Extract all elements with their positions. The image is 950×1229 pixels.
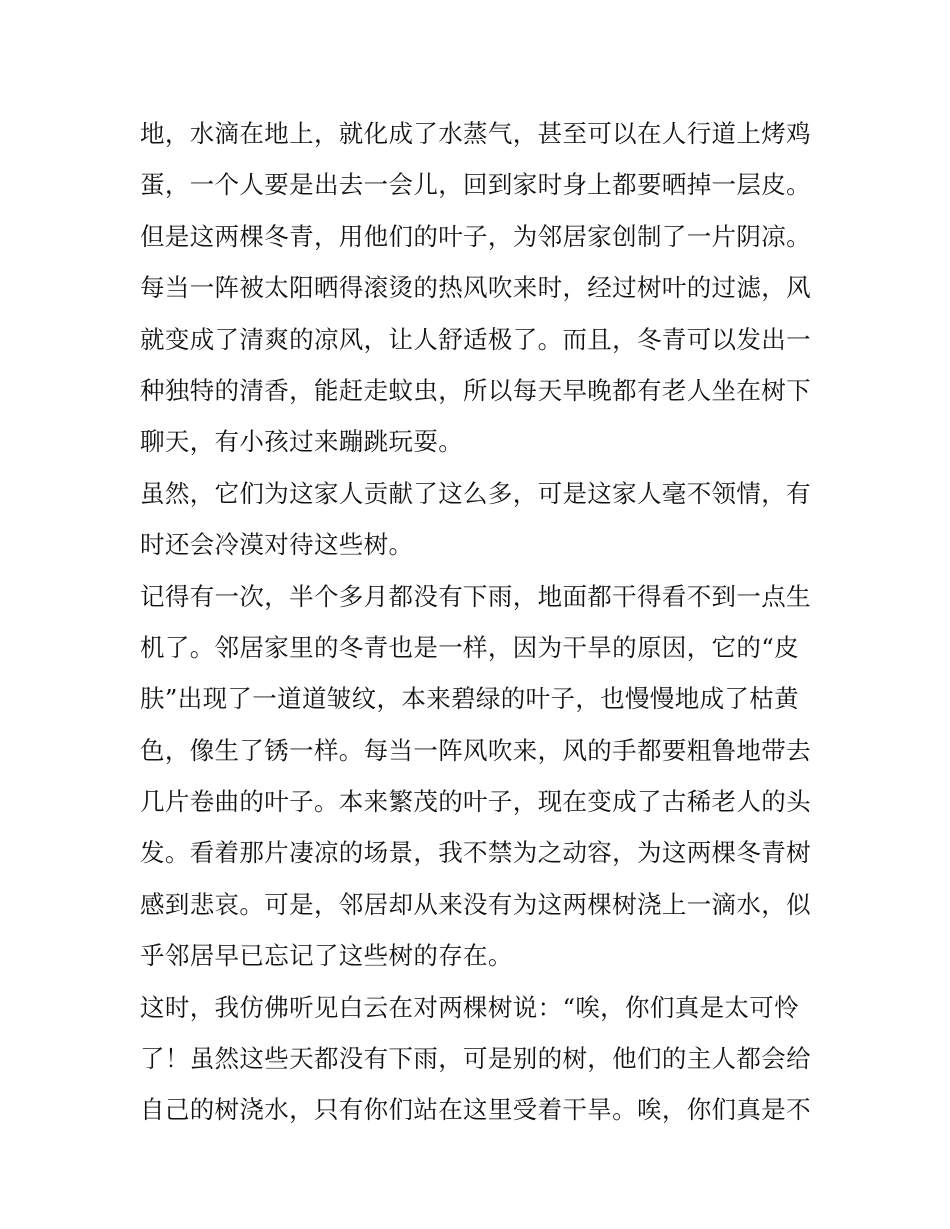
text-line: 记得有一次，半个多月都没有下雨，地面都干得看不到一点生 [140, 581, 811, 611]
text-line: 地，水滴在地上，就化成了水蒸气，甚至可以在人行道上烤鸡 [140, 119, 811, 148]
text-line: 聊天，有小孩过来蹦跳玩耍。 [140, 427, 464, 457]
text-line: 发。看着那片凄凉的场景，我不禁为之动容，为这两棵冬青树 [140, 838, 811, 868]
text-line: 色，像生了锈一样。每当一阵风吹来，风的手都要粗鲁地带去 [140, 735, 811, 765]
text-line: 时还会冷漠对待这些树。 [140, 530, 414, 560]
document-body [140, 108, 815, 1136]
text-line: 机了。邻居家里的冬青也是一样，因为干旱的原因，它的“皮 [140, 632, 799, 662]
text-line: 感到悲哀。可是，邻居却从来没有为这两棵树浇上一滴水，似 [140, 889, 811, 919]
text-line: 就变成了清爽的凉风，让人舒适极了。而且，冬青可以发出一 [140, 324, 811, 354]
text-line: 但是这两棵冬青，用他们的叶子，为邻居家创制了一片阴凉。 [140, 221, 811, 251]
paragraph-2 [140, 468, 815, 571]
text-line: 虽然，它们为这家人贡献了这么多，可是这家人毫不领情，有 [140, 478, 811, 508]
text-line: 了！虽然这些天都没有下雨，可是别的树，他们的主人都会给 [140, 1044, 811, 1074]
text-line: 这时，我仿佛听见白云在对两棵树说：“唉，你们真是太可怜 [140, 992, 799, 1022]
text-line: 种独特的清香，能赶走蚊虫，所以每天早晚都有老人坐在树下 [140, 375, 811, 405]
text-line: 几片卷曲的叶子。本来繁茂的叶子，现在变成了古稀老人的头 [140, 787, 811, 817]
paragraph-3 [140, 571, 815, 982]
text-line: 自己的树浇水，只有你们站在这里受着干旱。唉，你们真是不 [140, 1095, 811, 1125]
text-line: 乎邻居早已忘记了这些树的存在。 [140, 941, 513, 971]
text-line: 每当一阵被太阳晒得滚烫的热风吹来时，经过树叶的过滤，风 [140, 273, 811, 303]
text-line: 蛋，一个人要是出去一会儿，回到家时身上都要晒掉一层皮。 [140, 170, 811, 200]
paragraph-4 [140, 982, 815, 1136]
paragraph-1 [140, 108, 815, 468]
text-line: 肤”出现了一道道皱纹，本来碧绿的叶子，也慢慢地成了枯黄 [140, 684, 799, 714]
